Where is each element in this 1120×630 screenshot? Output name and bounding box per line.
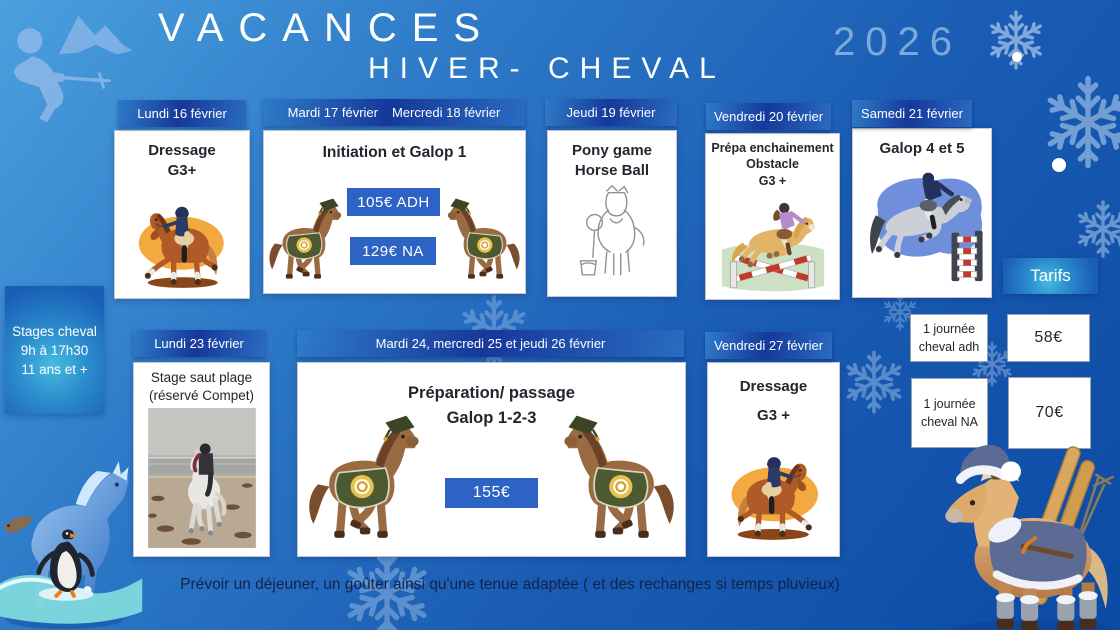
daybar-label: Jeudi 19 février (566, 105, 656, 120)
card-sat21-galop45 (852, 128, 992, 298)
card-fri27-dressage (707, 362, 840, 557)
dressage-illustration (121, 184, 243, 294)
card-thu19-pony-game (547, 130, 677, 297)
daybar-tue17-wed18 (263, 99, 525, 126)
tarif-price-na: 70€ (1008, 377, 1091, 449)
poster-year: 2026 (833, 20, 962, 64)
card-tue24-thu26-galop123 (297, 362, 686, 557)
poster-subtitle: HIVER- CHEVAL (368, 52, 726, 85)
poster-title: VACANCES (158, 6, 496, 50)
card-tue17-wed18-initiation (263, 130, 526, 294)
card-fri20-obstacle (705, 133, 840, 300)
daybar-label: Vendredi 27 février (713, 338, 824, 353)
activity-title: Prépa enchainement Obstacle G3 + (711, 141, 834, 188)
graduation-horse-illustration (551, 412, 679, 552)
daybar-mon16 (118, 100, 246, 127)
activity-title: Galop 4 et 5 (879, 140, 965, 157)
horseball-sketch-illustration (562, 184, 662, 280)
daybar-label: Mardi 17 février (287, 105, 378, 120)
activity-title: Préparation/ passage Galop 1-2-3 (408, 384, 575, 427)
ice-horse-penguin-illustration (0, 428, 144, 630)
info-box-stages (5, 286, 104, 414)
activity-title: Pony game Horse Ball (571, 142, 653, 180)
activity-title: Stage saut plage (réservé Compet) (148, 370, 255, 404)
activity-title: Dressage G3 + (739, 378, 808, 424)
snowflake-icon (840, 348, 908, 416)
beach-ride-photo (146, 408, 258, 548)
daybar-sat21 (852, 100, 972, 127)
winter-horse-with-skis-illustration (928, 425, 1120, 630)
graduation-horse-illustration (266, 195, 350, 289)
card-mon16-dressage (114, 130, 250, 299)
snowflake-icon (1038, 72, 1120, 172)
daybar-fri20 (706, 103, 831, 130)
daybar-fri27 (705, 332, 832, 359)
footer-note: Prévoir un déjeuner, un goûter ainsi qu'une tenue adaptée ( et des rechanges si temps pluvieux) (180, 576, 840, 593)
card-mon23-plage (133, 362, 270, 557)
daybar-label: Mardi 24, mercredi 25 et jeudi 26 février (375, 336, 606, 351)
jumping-pony-illustration (710, 189, 836, 293)
daybar-label: Vendredi 20 février (713, 109, 824, 124)
snowflake-icon (984, 8, 1048, 72)
info-line: 11 ans et + (21, 361, 88, 377)
tarif-label-na: 1 journée cheval NA (911, 378, 988, 448)
daybar-label: Lundi 23 février (154, 336, 244, 351)
price-badge-na: 129€ NA (350, 237, 436, 265)
daybar-tue24-thu26 (297, 330, 684, 357)
tarifs-button[interactable] (1003, 258, 1098, 294)
activity-title: Initiation et Galop 1 (322, 144, 467, 161)
snowflake-icon (1072, 198, 1120, 260)
graduation-horse-illustration (439, 195, 523, 289)
tarifs-button-label: Tarifs (1030, 266, 1071, 285)
tarif-label-adh: 1 journée cheval adh (910, 314, 988, 362)
dressage-illustration (714, 434, 834, 546)
daybar-label: Samedi 21 février (861, 106, 963, 121)
price-badge-155: 155€ (445, 478, 538, 508)
activity-title: Dressage G3+ (148, 142, 216, 180)
snow-dot (1052, 158, 1066, 172)
info-line: Stages cheval (12, 323, 97, 339)
daybar-thu19 (545, 99, 677, 126)
price-badge-adh: 105€ ADH (347, 188, 440, 216)
daybar-mon23 (133, 330, 265, 357)
daybar-label: Mercredi 18 février (391, 105, 501, 120)
grey-jumper-illustration (856, 159, 988, 285)
tarif-price-adh: 58€ (1007, 314, 1090, 362)
snow-dot (1012, 52, 1022, 62)
info-line: 9h à 17h30 (20, 342, 89, 358)
daybar-label: Lundi 16 février (137, 106, 227, 121)
graduation-horse-illustration (304, 412, 432, 552)
